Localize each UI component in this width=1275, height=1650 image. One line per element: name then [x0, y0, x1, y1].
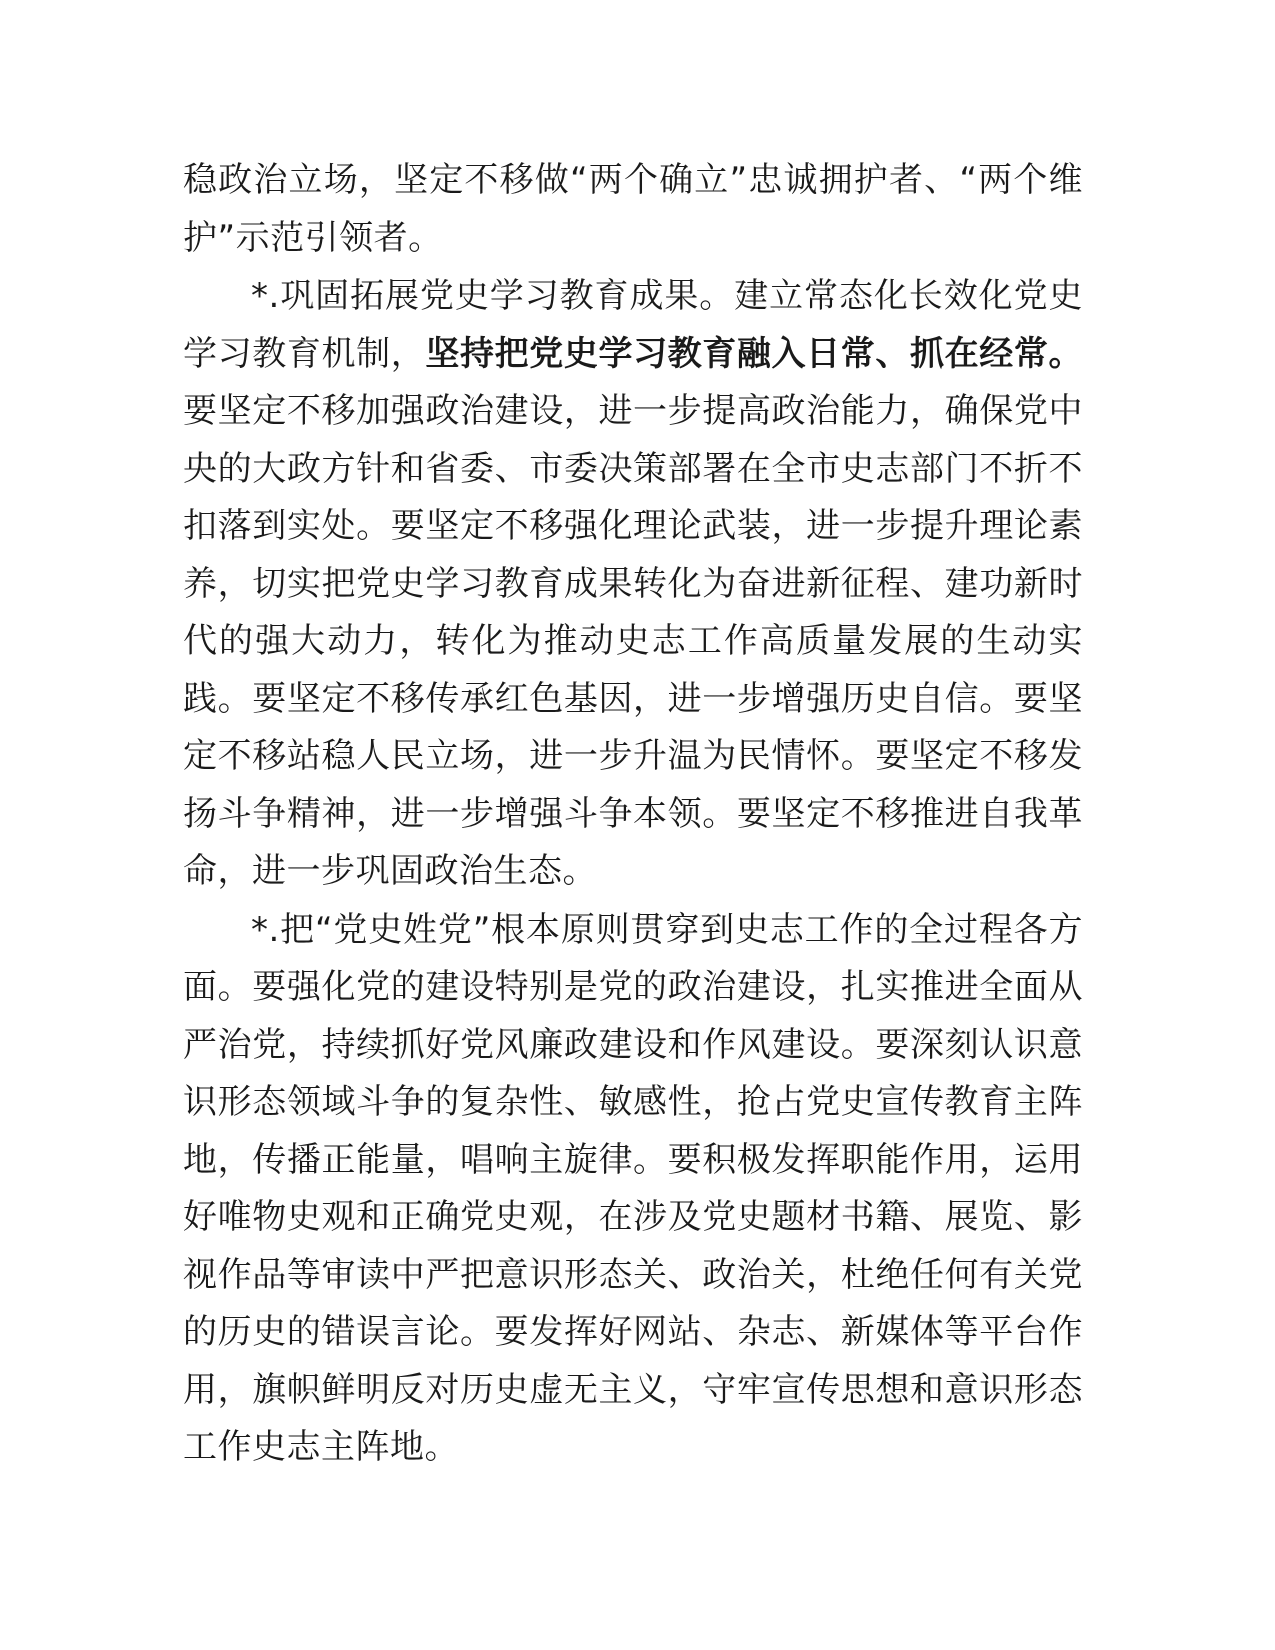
paragraph-text: *.巩固拓展党史学习教育成果。建立常态化长效化党史学习教育机制， [183, 276, 1083, 374]
paragraph-party-history-education [183, 268, 1083, 901]
paragraph-emphasis-text: 坚持把党史学习教育融入日常、抓在经常。 [425, 333, 1084, 374]
paragraph-party-principle [183, 902, 1083, 1477]
paragraph-text: 稳政治立场，坚定不移做“两个确立”忠诚拥护者、“两个维护”示范引领者。 [183, 160, 1083, 258]
body-text [183, 152, 1083, 1477]
paragraph-text: 要坚定不移加强政治建设，进一步提高政治能力，确保党中央的大政方针和省委、市委决策部署在全市史志部门不折不扣落到实处。要坚定不移强化理论武装，进一步提升理论素养，切实把党史学习教育成果转化为奋进新征程、建功新时代的强大动力，转化为推动史志工作高质量发展的生动实践。要坚定不移传承红色基因，进一步增强历史自信。要坚定不移站稳人民立场，进一步升温为民情怀。要坚定不移发扬斗争精神，进一步增强斗争本领。要坚定不移推进自我革命，进一步巩固政治生态。 [183, 391, 1083, 891]
paragraph-text: *.把“党史姓党”根本原则贯穿到史志工作的全过程各方面。要强化党的建设特别是党的政治建设，扎实推进全面从严治党，持续抓好党风廉政建设和作风建设。要深刻认识意识形态领域斗争的复杂性、敏感性，抢占党史宣传教育主阵地，传播正能量，唱响主旋律。要积极发挥职能作用，运用好唯物史观和正确党史观，在涉及党史题材书籍、展览、影视作品等审读中严把意识形态关、政治关，杜绝任何有关党的历史的错误言论。要发挥好网站、杂志、新媒体等平台作用，旗帜鲜明反对历史虚无主义，守牢宣传思想和意识形态工作史志主阵地。 [183, 909, 1083, 1467]
paragraph-continuation [183, 152, 1083, 267]
